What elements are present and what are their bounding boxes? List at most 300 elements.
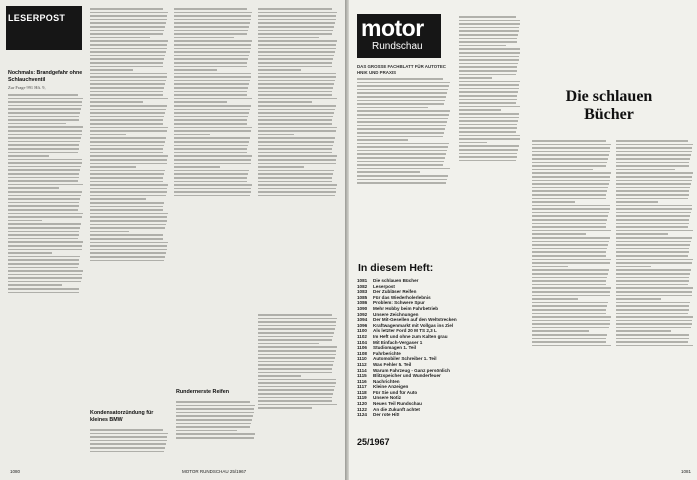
toc-title: Fahrberichte xyxy=(373,350,401,356)
text-line xyxy=(174,191,251,193)
text-line xyxy=(532,277,607,279)
text-line xyxy=(616,172,693,174)
text-line xyxy=(616,251,689,253)
text-line xyxy=(258,134,294,136)
text-line xyxy=(258,141,334,143)
text-line xyxy=(90,163,167,165)
text-line xyxy=(258,26,334,28)
text-line xyxy=(8,277,82,279)
text-line xyxy=(176,401,250,403)
text-line xyxy=(258,44,336,46)
toc-title: Für Sie und für Auto xyxy=(373,389,418,395)
text-line xyxy=(258,314,332,316)
text-line xyxy=(8,195,81,197)
toc-page: 1096 xyxy=(357,322,368,328)
text-line xyxy=(532,244,608,246)
text-line xyxy=(258,339,332,341)
text-line xyxy=(174,177,247,179)
text-line xyxy=(459,124,517,126)
toc-title: Warum Fahrzeug - Ganz persönlich xyxy=(373,367,450,373)
text-line xyxy=(357,96,446,98)
text-line xyxy=(8,144,79,146)
toc-title: Was Fehler 5. Teil xyxy=(373,361,412,367)
text-line xyxy=(532,198,606,200)
text-line xyxy=(90,191,167,193)
text-line xyxy=(258,55,334,57)
toc-title: Neues Teil Rundschau xyxy=(373,401,422,407)
toc-list xyxy=(357,278,457,418)
text-line xyxy=(258,12,337,14)
text-line xyxy=(8,98,83,100)
toc-page: 1085 xyxy=(357,294,368,300)
text-line xyxy=(616,309,689,311)
text-line xyxy=(532,248,607,250)
text-line xyxy=(90,91,163,93)
text-line xyxy=(532,151,610,153)
text-line xyxy=(258,137,335,139)
text-line xyxy=(90,109,166,111)
text-line xyxy=(357,82,450,84)
text-line xyxy=(532,237,610,239)
text-line xyxy=(90,227,165,229)
text-line xyxy=(258,325,336,327)
text-line xyxy=(174,155,252,157)
text-line xyxy=(532,284,606,286)
text-line xyxy=(258,119,332,121)
text-line xyxy=(8,227,80,229)
text-line xyxy=(8,223,81,225)
text-line xyxy=(174,69,217,71)
text-line xyxy=(459,138,520,140)
contents-heading: In diesem Heft: xyxy=(358,262,434,274)
text-line xyxy=(90,116,164,118)
letter1-ref: Zur Frage 991 Hft. 9, xyxy=(8,85,46,90)
text-line xyxy=(8,234,79,236)
text-line xyxy=(532,327,609,329)
text-line xyxy=(532,241,609,243)
text-line xyxy=(90,94,163,96)
text-line xyxy=(174,91,247,93)
text-line xyxy=(8,231,79,233)
text-line xyxy=(258,389,334,391)
text-line xyxy=(90,22,166,24)
text-line xyxy=(459,38,517,40)
text-line xyxy=(90,141,165,143)
text-line xyxy=(174,141,249,143)
text-line xyxy=(616,176,692,178)
text-line xyxy=(532,190,607,192)
text-line xyxy=(90,184,168,186)
text-line xyxy=(616,280,689,282)
text-line xyxy=(616,320,692,322)
text-line xyxy=(90,98,168,100)
text-line xyxy=(616,223,689,225)
text-line xyxy=(616,162,689,164)
text-line xyxy=(176,423,251,425)
text-line xyxy=(532,320,610,322)
text-line xyxy=(174,58,248,60)
text-line xyxy=(90,206,163,208)
left-column-4 xyxy=(258,6,338,308)
text-line xyxy=(8,137,81,139)
text-line xyxy=(90,433,168,435)
left-page xyxy=(0,0,345,480)
text-line xyxy=(176,408,254,410)
toc-title: Als letzter Ford 20 M TS 2,3 L xyxy=(373,328,437,334)
toc-title: Mit Einfach-Vergaser 1 xyxy=(373,339,423,345)
text-line xyxy=(258,101,312,103)
text-line xyxy=(258,372,332,374)
text-line xyxy=(258,404,337,406)
text-line xyxy=(532,316,611,318)
toc-page: 1114 xyxy=(357,367,367,373)
right-page-number: 1081 xyxy=(681,469,692,474)
text-line xyxy=(258,66,332,68)
text-line xyxy=(616,345,693,347)
toc-page: 1090 xyxy=(357,305,368,311)
text-line xyxy=(8,134,82,136)
text-line xyxy=(258,397,332,399)
text-line xyxy=(176,437,254,439)
text-line xyxy=(258,152,332,154)
text-line xyxy=(174,12,252,14)
text-line xyxy=(532,291,610,293)
text-line xyxy=(459,66,517,68)
text-line xyxy=(8,274,82,276)
text-line xyxy=(174,73,251,75)
text-line xyxy=(532,295,610,297)
text-line xyxy=(258,33,332,35)
text-line xyxy=(174,134,210,136)
text-line xyxy=(616,241,691,243)
text-line xyxy=(616,151,692,153)
text-line xyxy=(616,291,692,293)
text-line xyxy=(357,161,444,163)
text-line xyxy=(174,66,247,68)
toc-title: Der Zubläser Reifen xyxy=(373,289,417,295)
text-line xyxy=(90,202,164,204)
imprint xyxy=(357,76,451,246)
text-line xyxy=(258,400,332,402)
text-line xyxy=(357,100,445,102)
text-line xyxy=(8,267,78,269)
toc-title: Unsere Notiz xyxy=(373,395,402,401)
text-line xyxy=(532,251,606,253)
text-line xyxy=(90,101,143,103)
text-line xyxy=(357,114,449,116)
text-line xyxy=(174,51,250,53)
text-line xyxy=(258,127,337,129)
kondensator-body xyxy=(90,427,169,467)
left-page-number: 1080 xyxy=(10,469,21,474)
text-line xyxy=(176,419,252,421)
text-line xyxy=(258,8,332,10)
text-line xyxy=(8,249,82,251)
text-line xyxy=(90,447,165,449)
text-line xyxy=(90,220,167,222)
toc-title: Blitzspeicher und Wunderfeuer xyxy=(373,373,441,379)
text-line xyxy=(616,233,668,235)
left-footer: MOTOR RUNDSCHAU 25/1967 xyxy=(182,469,247,474)
toc-title: Mehr Hobby beim Fahrbetrieb xyxy=(373,305,439,311)
text-line xyxy=(357,171,420,173)
text-line xyxy=(357,103,444,105)
text-line xyxy=(258,375,301,377)
text-line xyxy=(8,148,79,150)
text-line xyxy=(532,226,606,228)
text-line xyxy=(616,165,689,167)
text-line xyxy=(616,212,691,214)
text-line xyxy=(174,123,247,125)
text-line xyxy=(90,245,167,247)
text-line xyxy=(459,59,519,61)
text-line xyxy=(459,95,517,97)
text-line xyxy=(90,440,167,442)
kondensator-heading: Kondensatorzündung für kleines BMW xyxy=(90,410,154,423)
text-line xyxy=(8,177,79,179)
text-line xyxy=(616,323,692,325)
text-line xyxy=(174,109,250,111)
text-line xyxy=(459,160,516,162)
text-line xyxy=(174,148,247,150)
text-line xyxy=(258,173,333,175)
text-line xyxy=(90,242,168,244)
text-line xyxy=(258,393,333,395)
text-line xyxy=(90,256,165,258)
toc-title: Der Mit-Gesellen auf den Weltstrecken xyxy=(373,317,457,323)
text-line xyxy=(90,238,163,240)
text-line xyxy=(616,226,688,228)
text-line xyxy=(258,123,332,125)
text-line xyxy=(8,116,79,118)
letter1-title: Nochmals: Brandgefahr ohne Schlauchventil xyxy=(8,70,83,83)
text-line xyxy=(357,157,445,159)
text-line xyxy=(258,191,336,193)
text-line xyxy=(174,173,248,175)
text-line xyxy=(90,62,163,64)
text-line xyxy=(174,188,251,190)
text-line xyxy=(90,181,163,183)
text-line xyxy=(8,130,82,132)
text-line xyxy=(616,262,692,264)
toc-page: 1116 xyxy=(357,378,367,384)
text-line xyxy=(90,19,167,21)
text-line xyxy=(90,134,126,136)
text-line xyxy=(8,119,79,121)
text-line xyxy=(174,195,250,197)
text-line xyxy=(258,343,319,345)
text-line xyxy=(8,155,49,157)
text-line xyxy=(459,81,520,83)
text-line xyxy=(357,179,447,181)
text-line xyxy=(90,188,167,190)
text-line xyxy=(258,318,337,320)
left-column-3 xyxy=(174,6,253,306)
toc-page: 1102 xyxy=(357,333,367,339)
text-line xyxy=(90,123,163,125)
text-line xyxy=(357,107,428,109)
text-line xyxy=(174,55,249,57)
reifen-body-col2 xyxy=(258,312,338,465)
text-line xyxy=(357,128,445,130)
text-line xyxy=(90,44,167,46)
text-line xyxy=(532,180,610,182)
text-line xyxy=(532,212,609,214)
text-line xyxy=(459,74,516,76)
text-line xyxy=(357,150,447,152)
text-line xyxy=(616,255,688,257)
text-line xyxy=(90,55,165,57)
text-line xyxy=(532,233,586,235)
text-line xyxy=(616,198,688,200)
text-line xyxy=(532,280,606,282)
text-line xyxy=(459,84,519,86)
text-line xyxy=(459,63,518,65)
text-line xyxy=(258,382,336,384)
text-line xyxy=(616,140,688,142)
text-line xyxy=(357,118,448,120)
text-line xyxy=(90,33,163,35)
text-line xyxy=(258,98,337,100)
text-line xyxy=(459,99,517,101)
text-line xyxy=(616,215,690,217)
text-line xyxy=(90,436,167,438)
text-line xyxy=(174,37,234,39)
text-line xyxy=(532,158,608,160)
masthead-motor: motor xyxy=(361,15,424,41)
text-line xyxy=(532,205,610,207)
text-line xyxy=(459,16,516,18)
text-line xyxy=(459,135,520,137)
text-line xyxy=(258,361,334,363)
text-line xyxy=(459,52,520,54)
text-line xyxy=(90,48,167,50)
text-line xyxy=(90,198,146,200)
text-line xyxy=(90,249,167,251)
text-line xyxy=(258,58,333,60)
text-line xyxy=(90,429,163,431)
text-line xyxy=(258,116,333,118)
text-line xyxy=(8,180,78,182)
text-line xyxy=(616,205,692,207)
text-line xyxy=(258,48,336,50)
text-line xyxy=(258,15,336,17)
toc-title: Kraftwagenmarkt mit Vollgas ins Ziel xyxy=(373,322,454,328)
text-line xyxy=(258,30,333,32)
text-line xyxy=(8,152,78,154)
text-line xyxy=(616,269,691,271)
text-line xyxy=(258,112,334,114)
text-line xyxy=(616,313,688,315)
text-line xyxy=(532,323,610,325)
toc-page: 1119 xyxy=(357,395,367,401)
text-line xyxy=(8,220,42,222)
text-line xyxy=(532,309,606,311)
text-line xyxy=(90,451,164,453)
text-line xyxy=(459,56,519,58)
text-line xyxy=(532,219,607,221)
text-line xyxy=(174,8,247,10)
reifen-heading: Rundernerste Reifen xyxy=(176,389,230,395)
text-line xyxy=(90,155,168,157)
text-line xyxy=(174,184,252,186)
toc-title: Studiomagen 1. Teil xyxy=(373,345,417,351)
text-line xyxy=(258,130,336,132)
text-line xyxy=(532,273,608,275)
text-line xyxy=(90,69,133,71)
text-line xyxy=(616,295,692,297)
toc-page: 1106 xyxy=(357,345,367,351)
text-line xyxy=(8,198,80,200)
text-line xyxy=(176,433,255,435)
text-line xyxy=(616,330,671,332)
text-line xyxy=(176,405,255,407)
text-line xyxy=(174,83,249,85)
text-line xyxy=(616,208,692,210)
text-line xyxy=(616,273,690,275)
text-line xyxy=(616,201,658,203)
text-line xyxy=(258,69,301,71)
text-line xyxy=(532,266,568,268)
text-line xyxy=(258,145,333,147)
text-line xyxy=(174,15,251,17)
text-line xyxy=(459,102,516,104)
text-line xyxy=(90,112,165,114)
text-line xyxy=(90,152,163,154)
text-line xyxy=(90,76,167,78)
text-line xyxy=(459,20,520,22)
text-line xyxy=(8,191,82,193)
text-line xyxy=(532,305,607,307)
toc-title: Leserpost xyxy=(373,283,395,289)
text-line xyxy=(616,158,690,160)
text-line xyxy=(258,166,304,168)
text-line xyxy=(90,51,166,53)
text-line xyxy=(532,140,606,142)
text-line xyxy=(532,230,611,232)
text-line xyxy=(258,73,336,75)
text-line xyxy=(258,328,335,330)
toc-page: 1081 xyxy=(357,278,368,283)
toc-page: 1094 xyxy=(357,317,368,323)
text-line xyxy=(532,298,578,300)
text-line xyxy=(532,345,611,347)
text-line xyxy=(459,27,519,29)
text-line xyxy=(174,112,249,114)
text-line xyxy=(90,127,168,129)
text-line xyxy=(90,159,167,161)
text-line xyxy=(176,426,250,428)
text-line xyxy=(258,80,335,82)
text-line xyxy=(357,110,450,112)
toc-page: 1108 xyxy=(357,350,367,356)
text-line xyxy=(90,8,163,10)
text-line xyxy=(90,170,165,172)
leserpost-heading: LESERPOST xyxy=(8,13,66,23)
text-line xyxy=(532,262,610,264)
text-line xyxy=(90,216,167,218)
text-line xyxy=(174,105,251,107)
text-line xyxy=(90,195,166,197)
text-line xyxy=(8,241,83,243)
text-line xyxy=(357,132,444,134)
text-line xyxy=(90,73,167,75)
letter1-body xyxy=(8,92,84,410)
text-line xyxy=(8,259,79,261)
text-line xyxy=(174,137,250,139)
toc-row xyxy=(357,412,457,418)
text-line xyxy=(532,255,606,257)
